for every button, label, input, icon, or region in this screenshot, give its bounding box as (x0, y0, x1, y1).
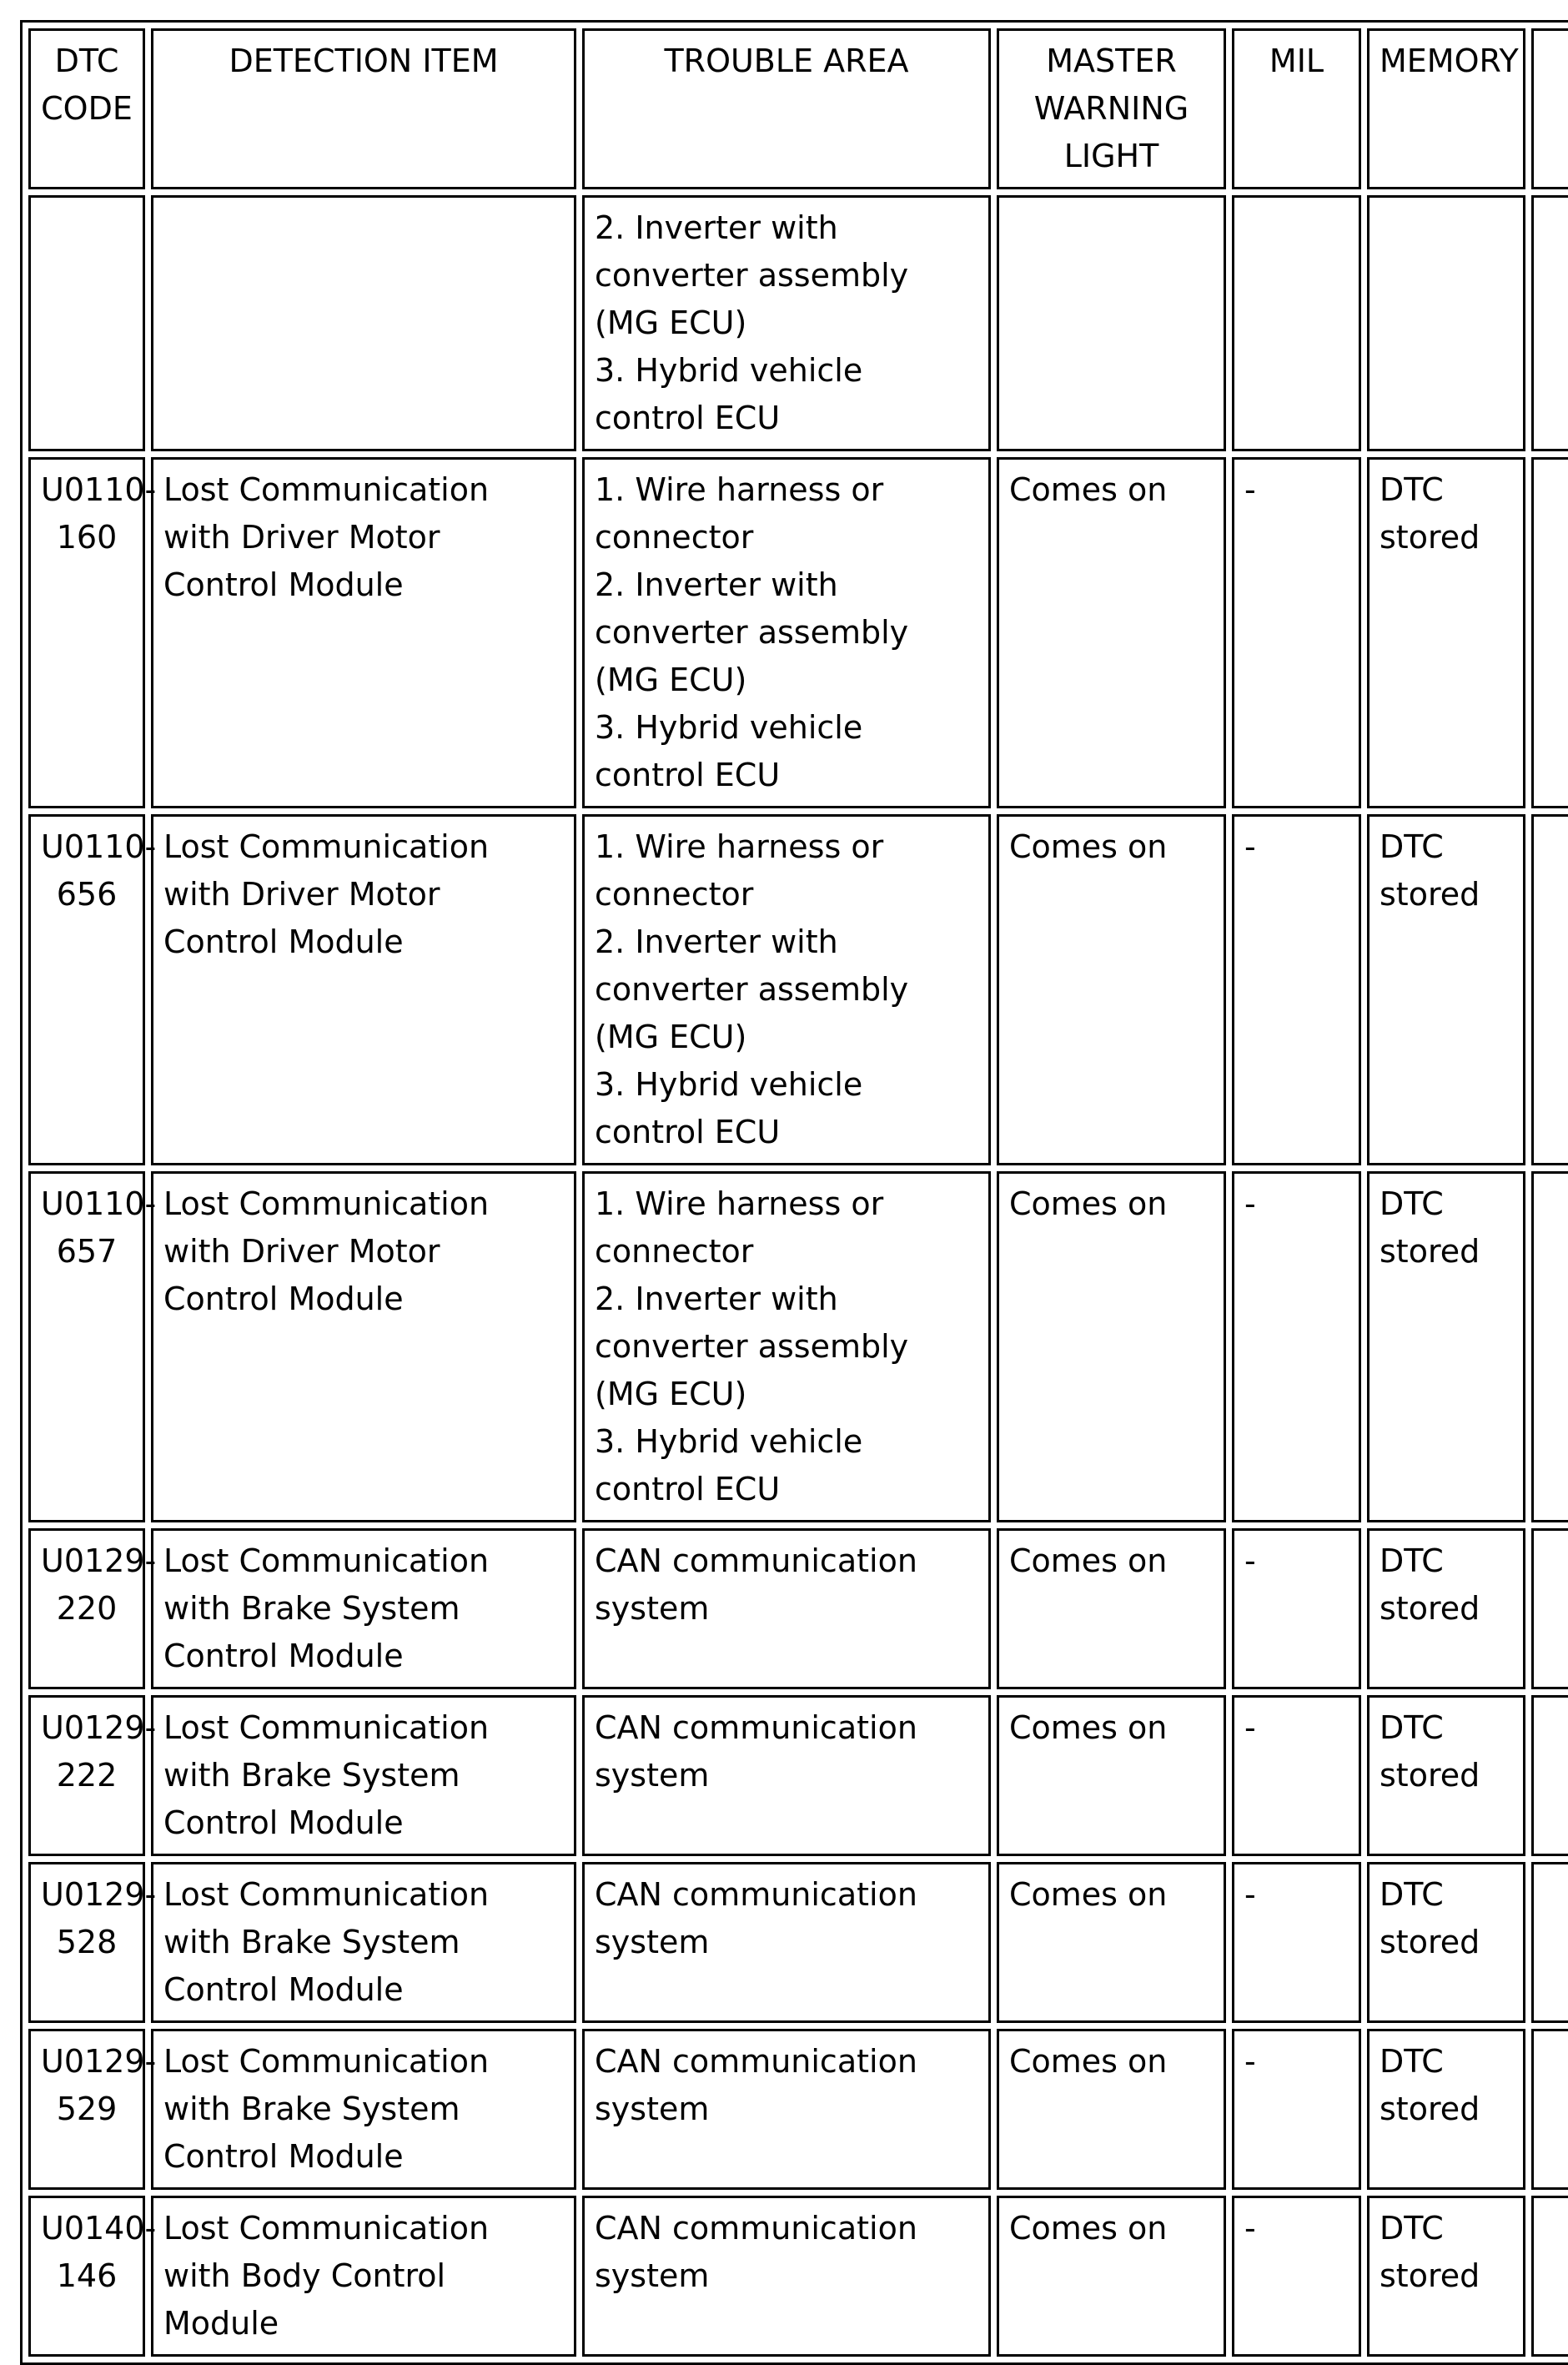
cell-master-warning-light: Comes on (997, 1695, 1226, 1856)
cell-mil: - (1232, 1171, 1361, 1522)
cell-detection-item: Lost Communication with Body Control Module (151, 2196, 576, 2357)
cell-mil: - (1232, 1862, 1361, 2023)
cell-master-warning-light (997, 195, 1226, 451)
trouble-area-line: CAN communication system (595, 2210, 917, 2294)
cell-trouble-area (582, 1171, 991, 1522)
cell-dtc-code: U0129-529 (28, 2029, 145, 2190)
cell-extra (1531, 195, 1568, 451)
cell-master-warning-light: Comes on (997, 1171, 1226, 1522)
table-row (28, 457, 1568, 808)
dtc-table (20, 20, 1568, 2365)
cell-memory: DTC stored (1367, 2196, 1525, 2357)
cell-memory: DTC stored (1367, 1862, 1525, 2023)
cell-mil: - (1232, 457, 1361, 808)
cell-dtc-code: U0140-146 (28, 2196, 145, 2357)
cell-memory: DTC stored (1367, 1528, 1525, 1689)
cell-trouble-area (582, 2029, 991, 2190)
trouble-area-line: 1. Wire harness or connector (595, 828, 884, 913)
cell-mil: - (1232, 814, 1361, 1165)
cell-dtc-code: U0129-528 (28, 1862, 145, 2023)
table-row (28, 814, 1568, 1165)
header-detection-item: DETECTION ITEM (151, 28, 576, 189)
cell-dtc-code: U0129-222 (28, 1695, 145, 1856)
cell-dtc-code (28, 195, 145, 451)
header-trouble-area: TROUBLE AREA (582, 28, 991, 189)
cell-memory: DTC stored (1367, 1171, 1525, 1522)
table-header-row (28, 28, 1568, 189)
cell-dtc-code: U0110-657 (28, 1171, 145, 1522)
table-row (28, 1695, 1568, 1856)
cell-memory: DTC stored (1367, 814, 1525, 1165)
cell-detection-item: Lost Communication with Brake System Control Module (151, 1528, 576, 1689)
dtc-table-container (20, 20, 1568, 2365)
cell-extra (1531, 814, 1568, 1165)
table-row (28, 2029, 1568, 2190)
trouble-area-line: 2. Inverter with converter assembly (MG ECU) (595, 923, 909, 1055)
cell-dtc-code: U0129-220 (28, 1528, 145, 1689)
trouble-area-line: 3. Hybrid vehicle control ECU (595, 1066, 863, 1150)
cell-master-warning-light: Comes on (997, 457, 1226, 808)
cell-mil: - (1232, 1528, 1361, 1689)
table-row (28, 1171, 1568, 1522)
cell-extra (1531, 2029, 1568, 2190)
header-mil: MIL (1232, 28, 1361, 189)
cell-trouble-area (582, 1528, 991, 1689)
trouble-area-line: 1. Wire harness or connector (595, 471, 884, 556)
cell-detection-item: Lost Communication with Brake System Control Module (151, 1862, 576, 2023)
cell-master-warning-light: Comes on (997, 1528, 1226, 1689)
trouble-area-line: 3. Hybrid vehicle control ECU (595, 352, 863, 436)
cell-master-warning-light: Comes on (997, 814, 1226, 1165)
trouble-area-line: 3. Hybrid vehicle control ECU (595, 1423, 863, 1507)
trouble-area-line: CAN communication system (595, 1709, 917, 1794)
header-dtc-code: DTC CODE (28, 28, 145, 189)
trouble-area-line: CAN communication system (595, 2043, 917, 2127)
cell-mil: - (1232, 1695, 1361, 1856)
cell-memory (1367, 195, 1525, 451)
trouble-area-line: 2. Inverter with converter assembly (MG ECU) (595, 209, 909, 341)
cell-extra (1531, 1528, 1568, 1689)
cell-dtc-code: U0110-656 (28, 814, 145, 1165)
cell-trouble-area (582, 457, 991, 808)
cell-extra (1531, 1695, 1568, 1856)
trouble-area-line: 1. Wire harness or connector (595, 1185, 884, 1270)
cell-extra (1531, 457, 1568, 808)
cell-memory: DTC stored (1367, 1695, 1525, 1856)
trouble-area-line: CAN communication system (595, 1542, 917, 1627)
cell-extra (1531, 1862, 1568, 2023)
cell-detection-item: Lost Communication with Brake System Control Module (151, 2029, 576, 2190)
trouble-area-line: 2. Inverter with converter assembly (MG ECU) (595, 566, 909, 698)
cell-mil: - (1232, 2029, 1361, 2190)
cell-trouble-area (582, 1862, 991, 2023)
header-master-warning-light: MASTER WARNING LIGHT (997, 28, 1226, 189)
table-row (28, 2196, 1568, 2357)
cell-detection-item: Lost Communication with Driver Motor Control Module (151, 1171, 576, 1522)
cell-master-warning-light: Comes on (997, 2029, 1226, 2190)
cell-master-warning-light: Comes on (997, 2196, 1226, 2357)
cell-memory: DTC stored (1367, 457, 1525, 808)
cell-extra (1531, 1171, 1568, 1522)
cell-detection-item: Lost Communication with Brake System Control Module (151, 1695, 576, 1856)
cell-dtc-code: U0110-160 (28, 457, 145, 808)
cell-detection-item: Lost Communication with Driver Motor Control Module (151, 457, 576, 808)
cell-trouble-area (582, 195, 991, 451)
cell-detection-item (151, 195, 576, 451)
cell-trouble-area (582, 2196, 991, 2357)
header-extra-column (1531, 28, 1568, 189)
cell-mil (1232, 195, 1361, 451)
trouble-area-line: 2. Inverter with converter assembly (MG ECU) (595, 1281, 909, 1412)
cell-trouble-area (582, 814, 991, 1165)
cell-detection-item: Lost Communication with Driver Motor Control Module (151, 814, 576, 1165)
table-row (28, 1862, 1568, 2023)
trouble-area-line: CAN communication system (595, 1876, 917, 1960)
cell-master-warning-light: Comes on (997, 1862, 1226, 2023)
trouble-area-line: 3. Hybrid vehicle control ECU (595, 709, 863, 793)
cell-trouble-area (582, 1695, 991, 1856)
cell-memory: DTC stored (1367, 2029, 1525, 2190)
table-row (28, 1528, 1568, 1689)
table-row-continued (28, 195, 1568, 451)
header-memory: MEMORY (1367, 28, 1525, 189)
cell-mil: - (1232, 2196, 1361, 2357)
cell-extra (1531, 2196, 1568, 2357)
